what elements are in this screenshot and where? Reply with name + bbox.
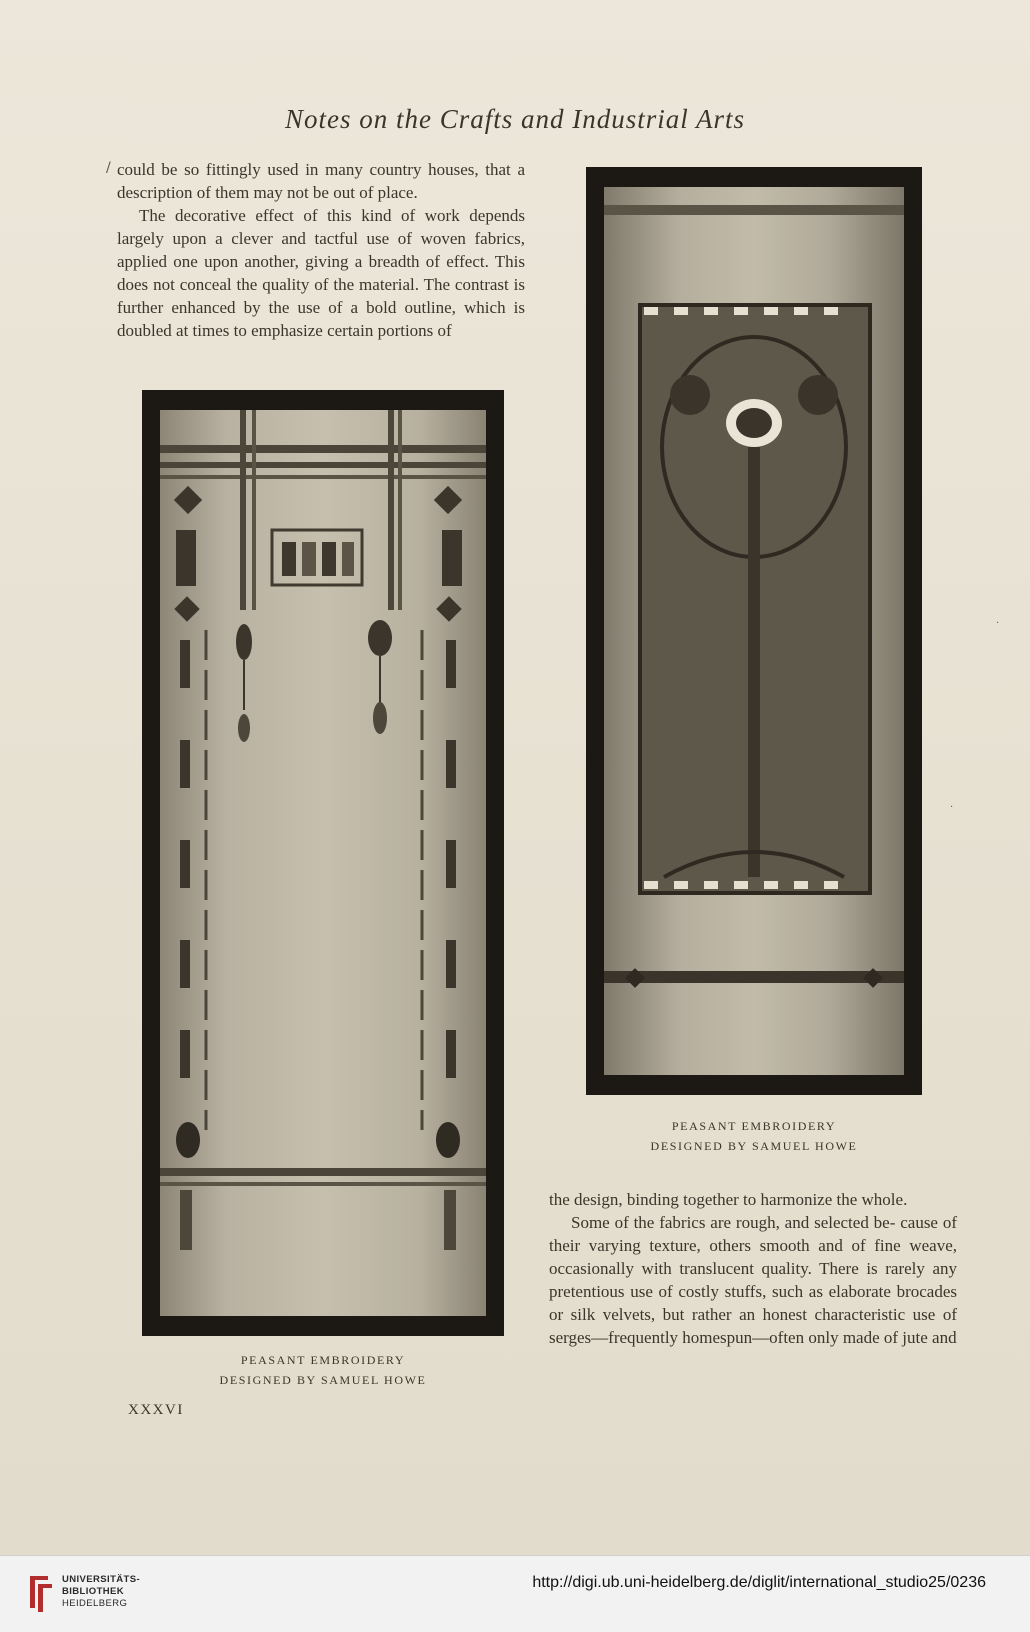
curtain-design-left [160, 410, 486, 1316]
embroidery-photo-left [160, 410, 486, 1316]
caption-left-line-2: DESIGNED BY SAMUEL HOWE [219, 1373, 427, 1387]
caption-right-line-1: PEASANT EMBROIDERY [671, 1119, 837, 1133]
caption-left-line-1: PEASANT EMBROIDERY [240, 1353, 406, 1367]
curtain-design-right [604, 187, 904, 1075]
left-column-text [117, 158, 525, 342]
library-logo-icon [26, 1570, 56, 1614]
margin-mark: / [106, 160, 111, 176]
page-number: XXXVI [128, 1402, 184, 1418]
speck: · [996, 618, 1000, 629]
embroidery-photo-right [604, 187, 904, 1075]
embroidery-plate-right [586, 167, 922, 1095]
left-paragraph-1: could be so fittingly used in many country houses, that a description of them may not be out of place. [117, 160, 525, 202]
right-column-text [549, 1188, 957, 1349]
running-head: Notes on the Crafts and Industrial Arts [284, 104, 746, 134]
source-url[interactable]: http://digi.ub.uni-heidelberg.de/diglit/international_studio25/0236 [532, 1574, 986, 1591]
digital-library-footer [0, 1555, 1030, 1632]
right-paragraph-1: the design, binding together to harmonize the whole. [549, 1190, 908, 1209]
right-paragraph-2: Some of the fabrics are rough, and selected be- cause of their varying texture, others smooth and of fine weave, occasionally with translucent quality. There is rarely any pretentious use of costly stuffs, such as elaborate brocades or silk velvets, but rather an honest characteristic use of serges—frequently homespun—often only made of jute and [549, 1213, 957, 1347]
library-logo-text [62, 1574, 140, 1610]
left-paragraph-2: The decorative effect of this kind of work depends largely upon a clever and tactful use of woven fabrics, applied one upon another, giving a breadth of effect. This does not conceal the quality of the material. The contrast is further enhanced by the use of a bold outline, which is doubled at times to emphasize certain portions of [117, 206, 525, 340]
caption-left [142, 1350, 504, 1390]
caption-right [586, 1116, 922, 1156]
logo-line-3: HEIDELBERG [62, 1598, 128, 1609]
embroidery-plate-left [142, 390, 504, 1336]
speck: · [950, 802, 954, 813]
logo-line-2: BIBLIOTHEK [62, 1586, 125, 1597]
logo-line-1: UNIVERSITÄTS- [62, 1574, 141, 1585]
caption-right-line-2: DESIGNED BY SAMUEL HOWE [650, 1139, 858, 1153]
